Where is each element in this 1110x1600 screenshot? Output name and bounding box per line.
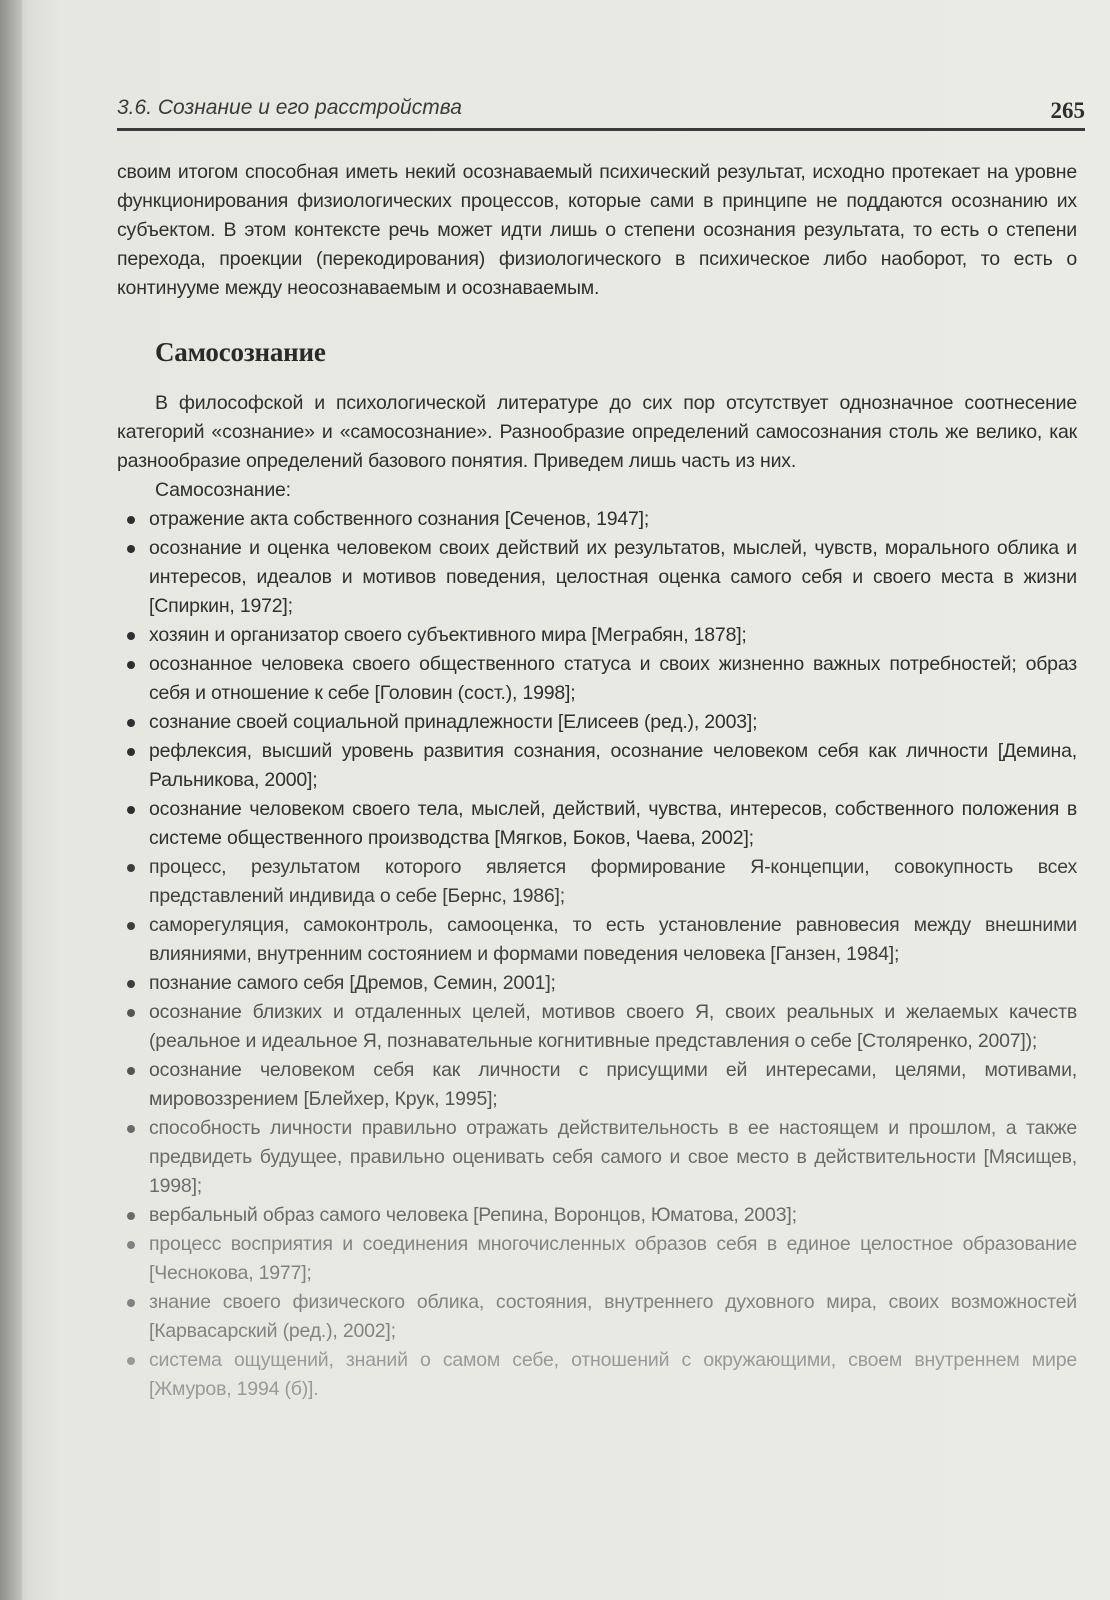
list-item: осознание человеком себя как личности с присущими ей интересами, целями, мотивами, мировоззрением [Блейхер, Крук, 1995];	[117, 1056, 1077, 1114]
page-number: 265	[1050, 98, 1085, 123]
list-item: процесс, результатом которого является формирование Я-концепции, совокупность всех представлений индивида о себе [Бернс, 1986];	[117, 853, 1077, 911]
list-item: саморегуляция, самоконтроль, самооценка, то есть установление равновесия между внешними влияниями, внутренним состоянием и формами поведения человека [Ганзен, 1984];	[117, 911, 1077, 969]
list-intro: Самосознание:	[155, 479, 291, 501]
list-item: осознание человеком своего тела, мыслей, действий, чувства, интересов, собственного положения в системе общественного производства [Мягков, Боков, Чаева, 2002];	[117, 795, 1077, 853]
running-title: 3.6. Сознание и его расстройства	[117, 96, 462, 119]
intro-paragraph: своим итогом способная иметь некий осознаваемый психический результат, исходно протекает на уровне функционирования физиологических процессов, которые сами в принципе не поддаются осознанию их субъектом. В этом контексте речь может идти лишь о степени осознания результата, то есть о степени перехода, проекции (перекодирования) физиологического в психическое либо наоборот, то есть о континууме между неосознаваемым и осознаваемым.	[117, 161, 1077, 299]
section-heading: Самосознание	[155, 337, 326, 367]
page-header	[117, 92, 1085, 128]
list-item: сознание своей социальной принадлежности [Елисеев (ред.), 2003];	[117, 708, 1077, 737]
binding-shadow	[0, 0, 22, 1600]
list-item: осознание и оценка человеком своих действий их результатов, мыслей, чувств, морального облика и интересов, идеалов и мотивов поведения, целостная оценка самого себя и своего места в жизни [Спиркин, 1972];	[117, 534, 1077, 621]
list-item: система ощущений, знаний о самом себе, отношений с окружающими, своем внутреннем мире [Жмуров, 1994 (б)].	[117, 1346, 1077, 1404]
list-item: процесс восприятия и соединения многочисленных образов себя в единое целостное образование [Чеснокова, 1977];	[117, 1230, 1077, 1288]
section-paragraph: В философской и психологической литературе до сих пор отсутствует однозначное соотнесение категорий «сознание» и «самосознание». Разнообразие определений самосознания столь же велико, как разнообразие определений базового понятия. Приведем лишь часть из них.	[117, 392, 1077, 472]
list-item: вербальный образ самого человека [Репина, Воронцов, Юматова, 2003];	[117, 1201, 1077, 1230]
list-item: рефлексия, высший уровень развития сознания, осознание человеком себя как личности [Демина, Ральникова, 2000];	[117, 737, 1077, 795]
list-item: осознанное человека своего общественного статуса и своих жизненно важных потребностей; образ себя и отношение к себе [Головин (сост.), 1998];	[117, 650, 1077, 708]
list-item: отражение акта собственного сознания [Сеченов, 1947];	[117, 505, 1077, 534]
header-rule	[117, 128, 1085, 131]
list-item: познание самого себя [Дремов, Семин, 2001];	[117, 969, 1077, 998]
list-item: способность личности правильно отражать действительность в ее настоящем и прошлом, а также предвидеть будущее, правильно оценивать себя самого и свое место в действительности [Мясищев, 1998];	[117, 1114, 1077, 1201]
definitions-list	[117, 505, 1077, 1404]
list-item: осознание близких и отдаленных целей, мотивов своего Я, своих реальных и желаемых качеств (реальное и идеальное Я, познавательные когнитивные представления о себе [Столяренко, 2007]);	[117, 998, 1077, 1056]
page-body	[117, 158, 1077, 1404]
list-item: знание своего физического облика, состояния, внутреннего духовного мира, своих возможностей [Карвасарский (ред.), 2002];	[117, 1288, 1077, 1346]
list-item: хозяин и организатор своего субъективного мира [Меграбян, 1878];	[117, 621, 1077, 650]
